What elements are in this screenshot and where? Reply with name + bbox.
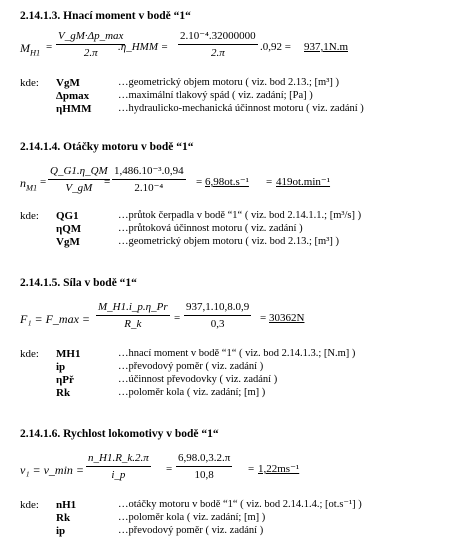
s2-eq3: =	[196, 176, 203, 188]
s2-def-sym-2: VgM	[56, 236, 80, 248]
s4-def-desc-2: …převodový poměr ( viz. zadání )	[118, 525, 264, 536]
s1-def-sym-2: ηHMM	[56, 103, 92, 115]
section-2-heading: 2.14.1.4. Otáčky motoru v bodě “1“	[20, 141, 194, 153]
s4-fraction-2: $\frac{6,98.0,3.2.\pi}{10,8}$	[178, 452, 231, 481]
s2-result-1: 6,98ot.s⁻¹	[205, 176, 249, 188]
s4-eq3: =	[248, 463, 255, 475]
s2-kde: kde:	[20, 210, 39, 222]
s1-lhs: $M_{H1}$	[20, 41, 41, 58]
s4-def-sym-0: nH1	[56, 499, 77, 511]
s3-fraction-1: $\frac{M\_H1.i\_p.\eta\_Pr}{R\_k}$	[98, 301, 168, 330]
s3-fraction-2: $\frac{937,1.10,8.0,9}{0,3}$	[186, 301, 250, 330]
s2-fraction-1: $\frac{Q\_G1.\eta\_QM}{V\_gM}$	[50, 165, 108, 194]
s4-def-desc-1: …poloměr kola ( viz. zadání; [m] )	[118, 512, 266, 523]
section-4-heading: 2.14.1.6. Rychlost lokomotivy v bodě “1“	[20, 428, 219, 440]
section-3-heading: 2.14.1.5. Síla v bodě “1“	[20, 277, 137, 289]
s4-def-sym-1: Rk	[56, 512, 71, 524]
s2-def-desc-1: …průtoková účinnost motoru ( viz. zadání )	[118, 223, 303, 234]
s3-def-sym-0: MH1	[56, 348, 81, 360]
s1-def-desc-2: …hydraulicko-mechanická účinnost motoru ( viz. zadání )	[118, 103, 364, 114]
s1-kde: kde:	[20, 77, 39, 89]
s3-def-desc-2: …účinnost převodovky ( viz. zadání )	[118, 374, 278, 385]
s4-lhs: v₁ = v_min =	[20, 463, 85, 477]
s3-def-sym-1: ip	[56, 361, 66, 373]
s2-eq2: =	[104, 176, 111, 188]
s1-def-sym-1: Δpmax	[56, 90, 90, 102]
section-1-heading: 2.14.1.3. Hnací moment v bodě “1“	[20, 10, 191, 22]
s3-lhs: F₁ = F_max =	[20, 312, 91, 326]
s4-eq2: =	[166, 463, 173, 475]
s3-kde: kde:	[20, 348, 39, 360]
s4-fraction-1: $\frac{n\_H1.R\_k.2.\pi}{i\_p}$	[88, 452, 149, 481]
s3-result: 30362N	[269, 312, 305, 324]
s4-result: 1,22ms⁻¹	[258, 463, 300, 475]
s4-kde: kde:	[20, 499, 39, 511]
s3-def-desc-1: …převodový poměr ( viz. zadání )	[118, 361, 264, 372]
s1-fraction-2: $\frac{\text{2.10⁻⁴.32000000}}{2.\pi}$	[180, 30, 256, 59]
s3-eq3: =	[260, 312, 267, 324]
s2-def-sym-0: QG1	[56, 210, 79, 222]
s1-fraction-1: V_gM·Δp_max 2.π	[58, 30, 124, 59]
s1-eq1: =	[46, 41, 53, 53]
s2-result-2: 419ot.min⁻¹	[276, 176, 331, 188]
s3-def-sym-3: Rk	[56, 387, 71, 399]
s2-fraction-2: $\frac{\text{1,486.10⁻³.0,94}}{\text{2.10⁻⁴}}$	[114, 165, 184, 194]
s3-def-desc-3: …poloměr kola ( viz. zadání; [m] )	[118, 387, 266, 398]
s3-def-sym-2: ηPř	[56, 374, 74, 386]
s2-def-desc-0: …průtok čerpadla v bodě “1“ ( viz. bod 2.14.1.1.; [m³/s] )	[118, 210, 362, 221]
s3-eq2: =	[174, 312, 181, 324]
s3-def-desc-0: …hnací moment v bodě “1“ ( viz. bod 2.14.1.3.; [N.m] )	[118, 348, 356, 359]
s4-def-desc-0: …otáčky motoru v bodě “1“ ( viz. bod 2.14.1.4.; [ot.s⁻¹] )	[118, 499, 362, 510]
s1-def-sym-0: VgM	[56, 77, 80, 89]
s2-def-sym-1: ηQM	[56, 223, 82, 235]
s2-def-desc-2: …geometrický objem motoru ( viz. bod 2.13.; [m³] )	[118, 236, 339, 247]
s2-eq4: =	[266, 176, 273, 188]
s1-def-desc-0: …geometrický objem motoru ( viz. bod 2.13.; [m³] )	[118, 77, 339, 88]
s2-lhs: $n_{M1}$	[20, 176, 38, 193]
s1-after-f1: .η_HMM =	[118, 41, 169, 53]
s1-def-desc-1: …maximální tlakový spád ( viz. zadání; [Pa] )	[118, 90, 313, 101]
s1-result: 937,1N.m	[304, 41, 348, 53]
s1-after-f2: .0,92 =	[260, 41, 291, 53]
s4-def-sym-2: ip	[56, 525, 66, 537]
s2-eq1: =	[40, 176, 47, 188]
